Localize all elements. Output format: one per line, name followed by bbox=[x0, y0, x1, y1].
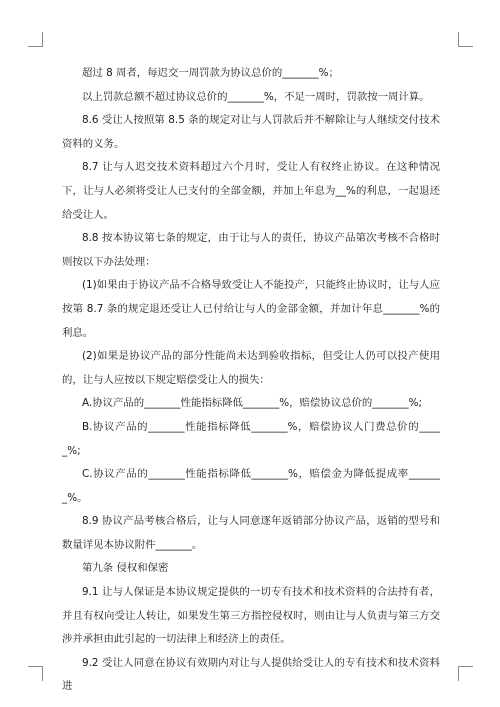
crop-mark-top-left bbox=[28, 32, 43, 47]
document-body bbox=[62, 62, 440, 699]
paragraph-item-b: B.协议产品的_______性能指标降低_______%，赔偿协议人门费总价的_____%; bbox=[62, 420, 440, 457]
paragraph-clause-8-8-2: (2)如果是协议产品的部分性能尚未达到验收指标，但受让人仍可以投产使用的，让与人应按以下规定赔偿受让人的损失： bbox=[62, 350, 440, 386]
crop-mark-bottom-left bbox=[28, 666, 43, 681]
crop-mark-top-right bbox=[458, 32, 473, 47]
paragraph-clause-8-8-1: (1)如果由于协议产品不合格导致受让人不能投产，只能终止协议时，让与人应按第 8.7 条的规定退还受让人已付给让与人的金部金额，并加计年息_______%的利息。 bbox=[62, 279, 440, 339]
paragraph-clause-9-2: 9.2 受让人同意在协议有效期内对让与人提供给受让人的专有技术和技术资料进 bbox=[62, 656, 440, 693]
paragraph-clause-8-6: 8.6 受让人按照第 8.5 条的规定对让与人罚款后并不解除让与人继续交付技术资料的义务。 bbox=[62, 114, 440, 150]
crop-mark-bottom-right bbox=[458, 666, 473, 681]
paragraph-clause-9-1: 9.1 让与人保证是本协议规定提供的一切专有技术和技术资料的合法持有者，并且有权向受让人转让，如果发生第三方指控侵权时，则由让与人负责与第三方交涉并承担由此引起的一切法律上和经济上的责任。 bbox=[62, 586, 440, 646]
paragraph-item-c: C.协议产品的_______性能指标降低_______%，赔偿金为降低提成率_______%。 bbox=[62, 468, 440, 504]
paragraph-clause-8-9: 8.9 协议产品考核合格后，让与人同意逐年返销部分协议产品，返销的型号和数量详见本协议附件_______。 bbox=[62, 515, 440, 551]
paragraph-penalty-cap: 以上罚款总额不超过协议总价的_______%，不足一周时，罚款按一周计算。 bbox=[82, 90, 430, 103]
paragraph-penalty-8-weeks: 超过 8 周者，每迟交一周罚款为协议总价的_______%； bbox=[82, 67, 339, 79]
section-heading-article-9: 第九条 侵权和保密 bbox=[82, 562, 169, 575]
paragraph-item-a: A.协议产品的_______性能指标降低_______%，赔偿协议总价的_______%; bbox=[82, 397, 422, 410]
paragraph-clause-8-8: 8.8 按本协议第七条的规定，由于让与人的责任，协议产品第次考核不合格时则按以下办法处理： bbox=[62, 232, 440, 268]
paragraph-clause-8-7: 8.7 让与人迟交技术资料超过六个月时，受让人有权终止协议。在这种情况下，让与人必须将受让人已支付的全部金额，并加上年息为__%的利息，一起退还给受让人。 bbox=[62, 161, 440, 221]
